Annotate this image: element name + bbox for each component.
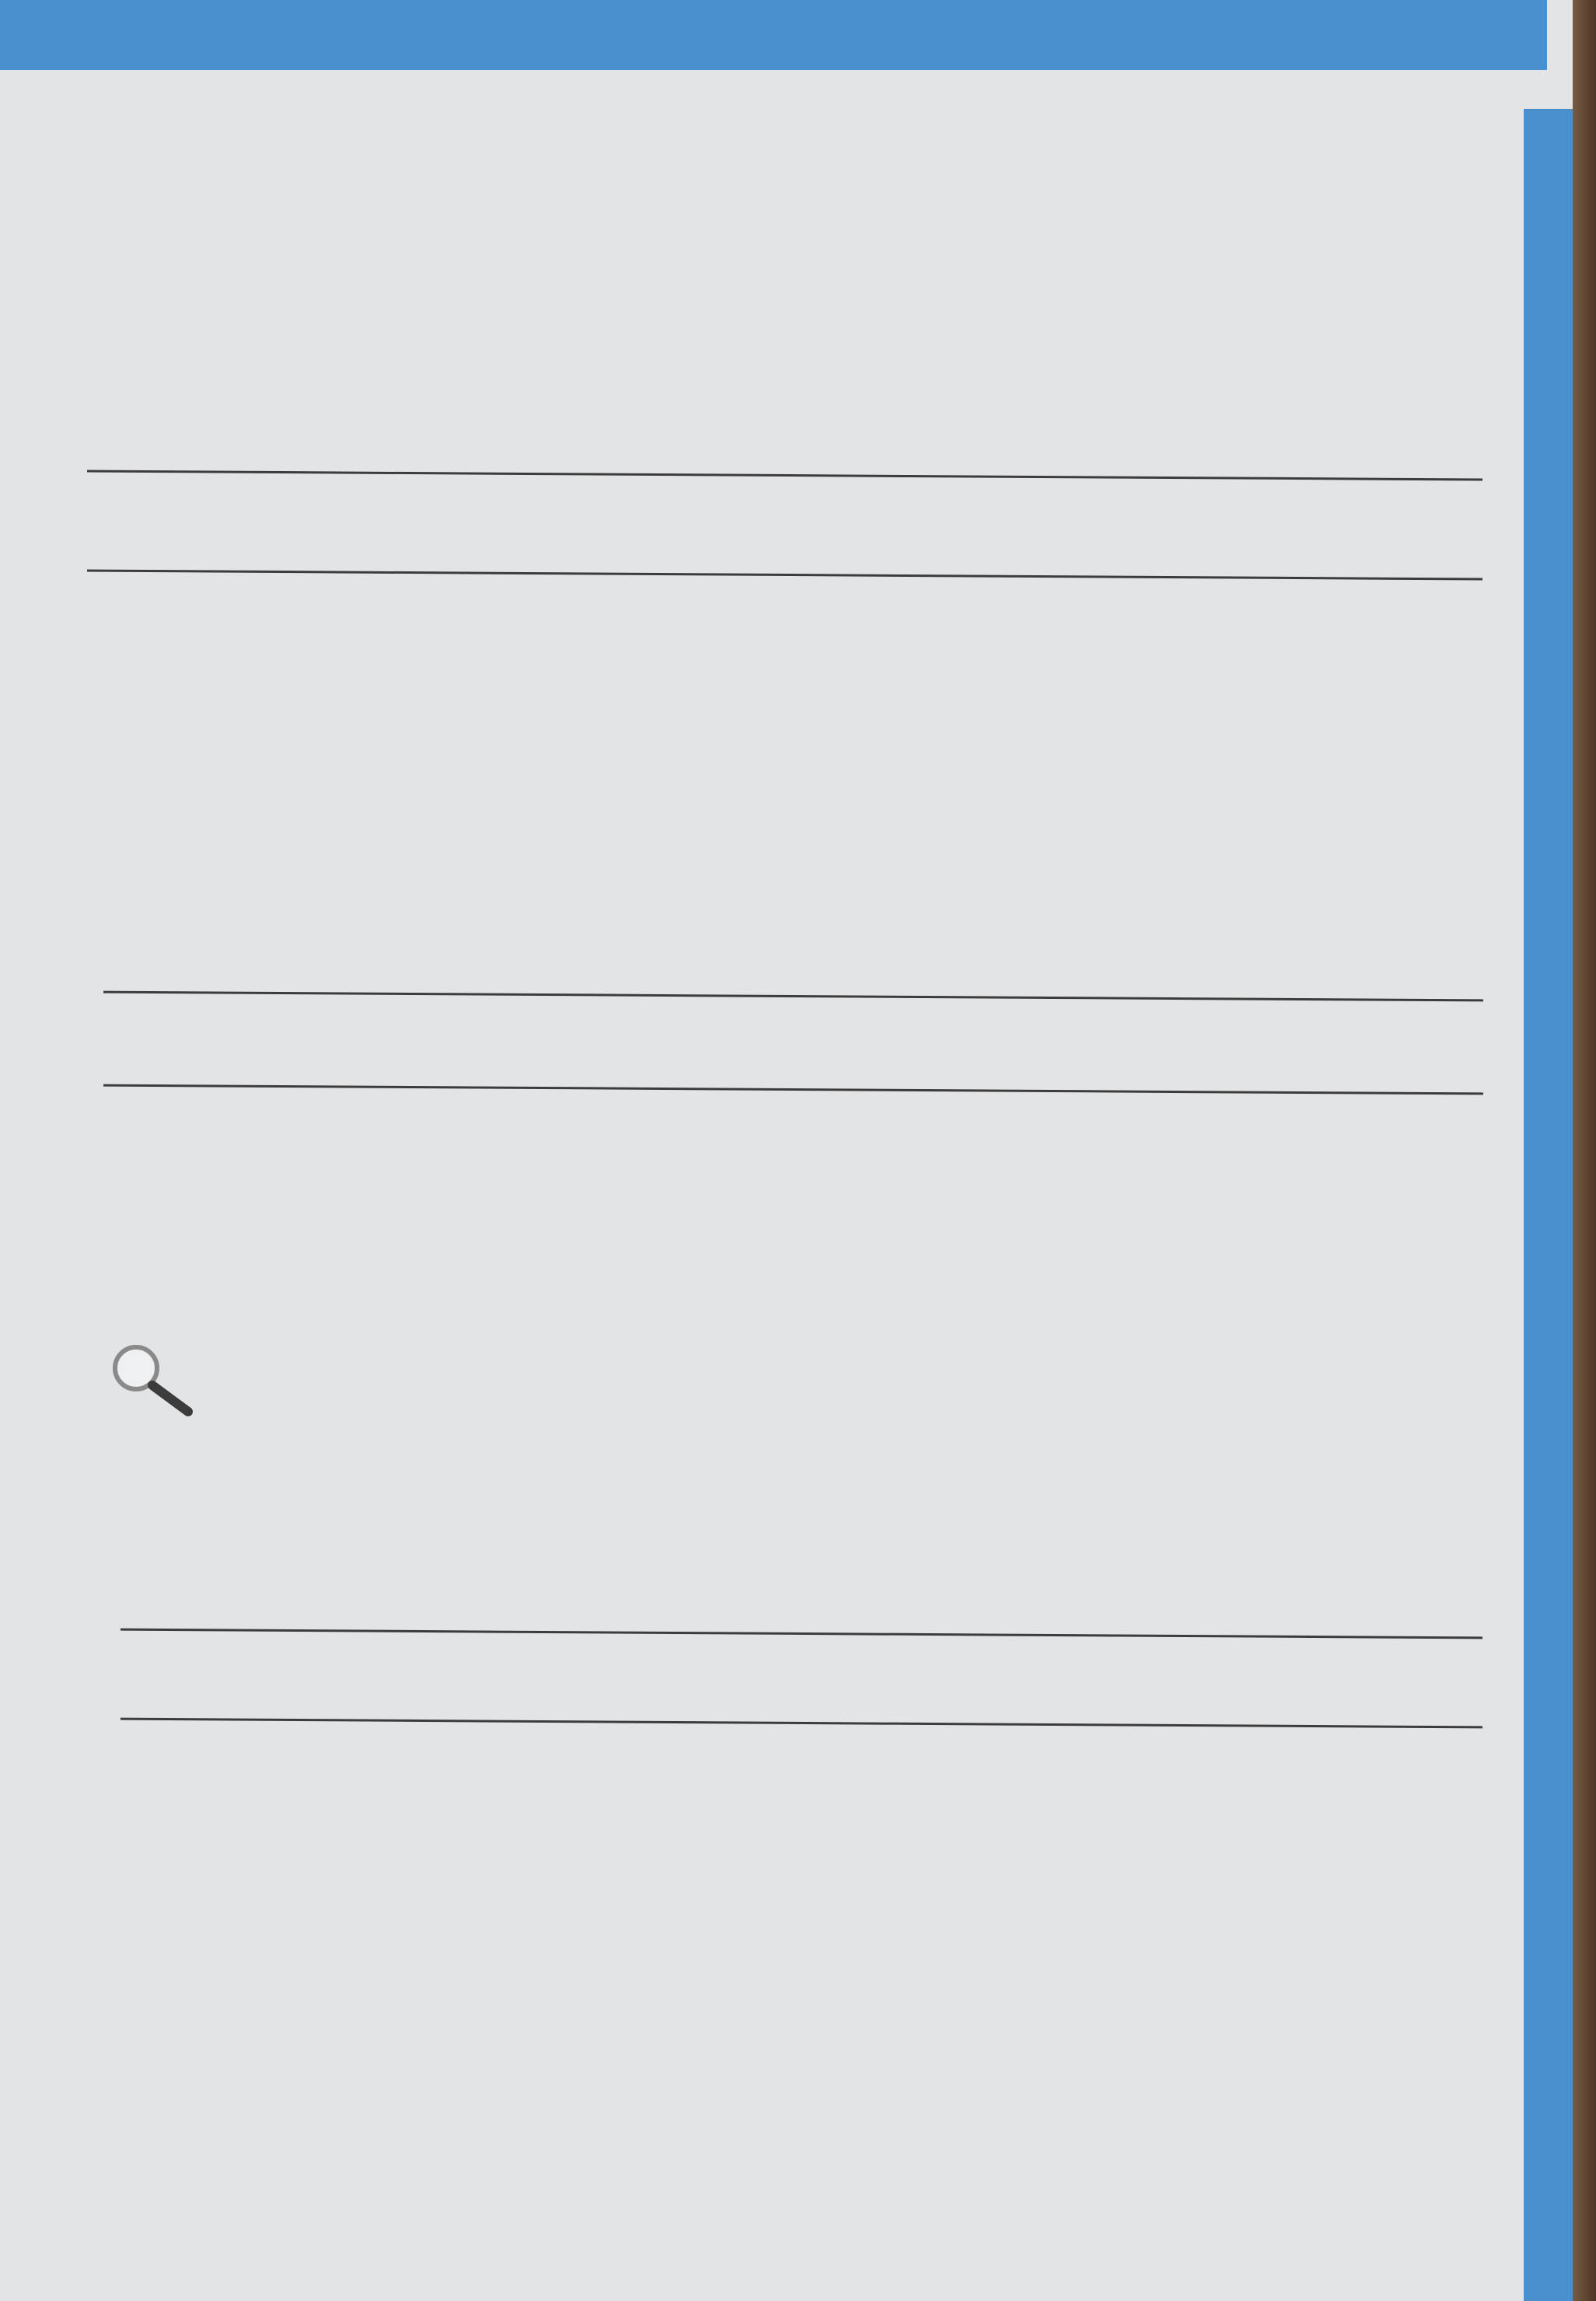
question-6-prompt bbox=[64, 1207, 1401, 1252]
decorative-top-border bbox=[0, 0, 1547, 70]
question-4-prompt bbox=[39, 211, 1485, 257]
question-5-prompt bbox=[48, 688, 1479, 733]
answer-line[interactable] bbox=[103, 991, 1483, 1002]
answer-line[interactable] bbox=[87, 570, 1482, 581]
answer-line[interactable] bbox=[87, 470, 1482, 481]
magnifying-glass-icon bbox=[109, 1343, 202, 1421]
table-edge bbox=[1573, 0, 1596, 2301]
answer-line[interactable] bbox=[103, 1084, 1483, 1095]
answer-line[interactable] bbox=[120, 1629, 1482, 1639]
answer-line[interactable] bbox=[120, 1718, 1482, 1729]
search-suggestion bbox=[109, 1343, 653, 1421]
